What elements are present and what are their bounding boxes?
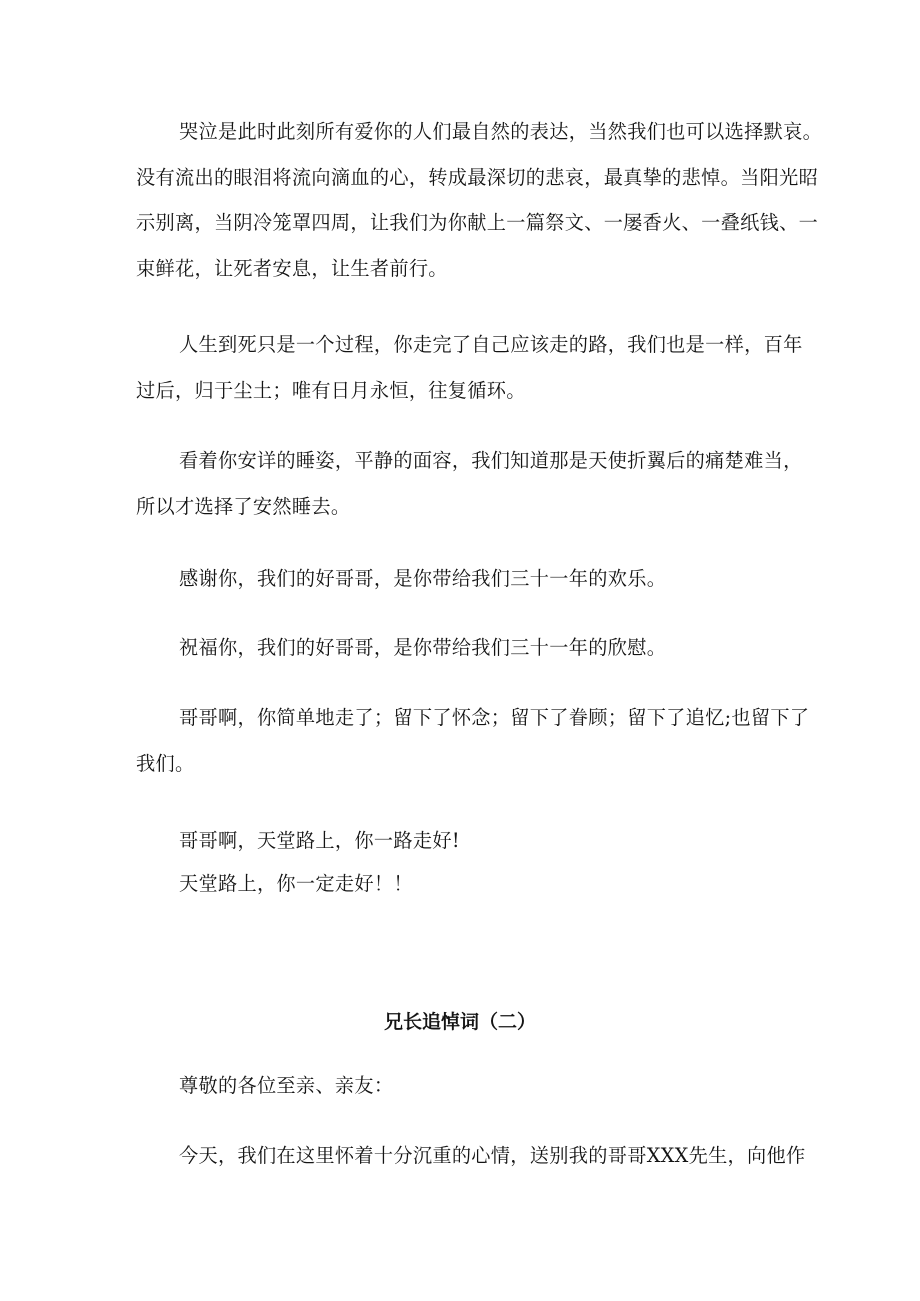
paragraph-8 [136,861,796,907]
text-line: 感谢你，我们的好哥哥，是你带给我们三十一年的欢乐。 [179,567,667,590]
text-line: 我们。 [136,751,195,775]
text-line: 束鲜花，让死者安息，让生者前行。 [136,256,448,280]
text-line: 今天，我们在这里怀着十分沉重的心情，送别我的哥哥XXX先生，向他作 [179,1144,806,1167]
text-line: 人生到死只是一个过程，你走完了自己应该走的路，我们也是一样，百年 [179,333,803,356]
paragraph-2 [136,322,803,413]
text-line: 哥哥啊，你简单地走了；留下了怀念；留下了眷顾；留下了追忆;也留下了 [179,706,810,729]
paragraph-10 [136,1133,806,1179]
text-line: 哥哥啊，天堂路上，你一路走好! [179,829,460,852]
text-line: 过后，归于尘土；唯有日月永恒，往复循环。 [136,378,526,402]
paragraph-9 [136,1063,796,1109]
text-line: 天堂路上，你一定走好！！ [179,872,413,895]
paragraph-4 [136,556,796,602]
text-line: 祝福你，我们的好哥哥，是你带给我们三十一年的欣慰。 [179,636,667,659]
text-line: 没有流出的眼泪将流向滴血的心，转成最深切的悲哀，最真挚的悲悼。当阳光昭 [136,165,819,189]
paragraph-3 [136,438,803,529]
paragraph-7 [136,818,796,864]
paragraph-1 [136,109,823,291]
paragraph-5 [136,625,796,671]
section-heading: 兄长追悼词（二） [383,1011,536,1033]
text-line: 尊敬的各位至亲、亲友： [179,1074,394,1097]
paragraph-6 [136,695,810,786]
text-line: 看着你安详的睡姿，平静的面容，我们知道那是天使折翼后的痛楚难当， [179,449,803,472]
text-line: 所以才选择了安然睡去。 [136,494,351,518]
text-line: 示别离，当阴冷笼罩四周，让我们为你献上一篇祭文、一屡香火、一叠纸钱、一 [136,211,819,235]
text-line: 哭泣是此时此刻所有爱你的人们最自然的表达，当然我们也可以选择默哀。 [179,120,823,143]
